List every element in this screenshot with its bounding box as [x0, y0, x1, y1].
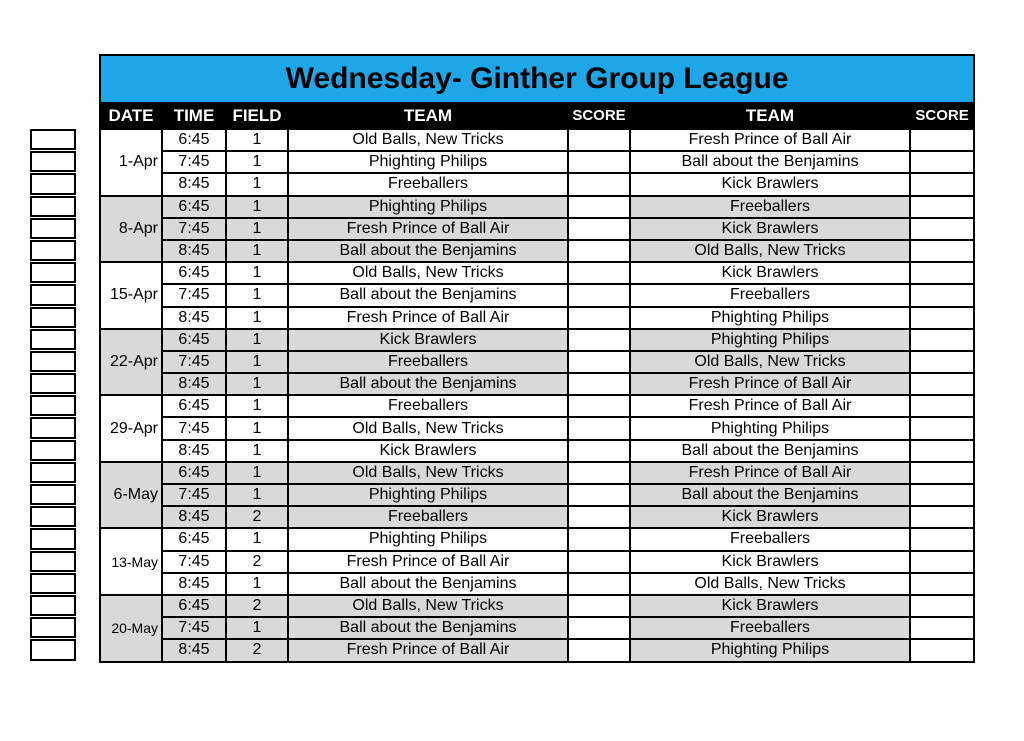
- team-2-cell: Fresh Prince of Ball Air: [630, 395, 910, 417]
- time-cell: 7:45: [162, 484, 226, 506]
- checkbox[interactable]: [30, 151, 76, 172]
- time-cell: 8:45: [162, 307, 226, 329]
- score-1-cell[interactable]: [568, 595, 630, 617]
- time-cell: 6:45: [162, 329, 226, 351]
- date-cell: 29-Apr: [100, 395, 162, 462]
- checkbox[interactable]: [30, 173, 76, 194]
- score-1-cell[interactable]: [568, 462, 630, 484]
- table-row: [100, 351, 974, 373]
- score-1-cell[interactable]: [568, 551, 630, 573]
- score-2-cell[interactable]: [910, 240, 974, 262]
- header-team-2: TEAM: [630, 103, 910, 129]
- checkbox[interactable]: [30, 240, 76, 261]
- score-1-cell[interactable]: [568, 617, 630, 639]
- score-2-cell[interactable]: [910, 506, 974, 528]
- schedule-body: [100, 129, 974, 662]
- checkbox[interactable]: [30, 351, 76, 372]
- table-row: [100, 307, 974, 329]
- team-2-cell: Kick Brawlers: [630, 506, 910, 528]
- team-1-cell: Ball about the Benjamins: [288, 617, 568, 639]
- time-cell: 7:45: [162, 617, 226, 639]
- time-cell: 7:45: [162, 218, 226, 240]
- checkbox[interactable]: [30, 462, 76, 483]
- table-row: [100, 240, 974, 262]
- team-2-cell: Freeballers: [630, 528, 910, 550]
- score-2-cell[interactable]: [910, 639, 974, 661]
- score-2-cell[interactable]: [910, 218, 974, 240]
- score-2-cell[interactable]: [910, 395, 974, 417]
- checkbox[interactable]: [30, 395, 76, 416]
- field-cell: 1: [226, 307, 288, 329]
- date-cell: 8-Apr: [100, 196, 162, 263]
- table-row: [100, 573, 974, 595]
- header-field: FIELD: [226, 103, 288, 129]
- team-2-cell: Freeballers: [630, 617, 910, 639]
- team-1-cell: Phighting Philips: [288, 528, 568, 550]
- team-2-cell: Phighting Philips: [630, 639, 910, 661]
- table-row: [100, 329, 974, 351]
- time-cell: 8:45: [162, 639, 226, 661]
- time-cell: 7:45: [162, 284, 226, 306]
- field-cell: 1: [226, 617, 288, 639]
- score-1-cell[interactable]: [568, 440, 630, 462]
- team-1-cell: Freeballers: [288, 395, 568, 417]
- score-1-cell[interactable]: [568, 484, 630, 506]
- field-cell: 1: [226, 351, 288, 373]
- field-cell: 1: [226, 196, 288, 218]
- time-cell: 6:45: [162, 262, 226, 284]
- checkbox[interactable]: [30, 329, 76, 350]
- time-cell: 8:45: [162, 173, 226, 195]
- team-1-cell: Old Balls, New Tricks: [288, 462, 568, 484]
- team-1-cell: Kick Brawlers: [288, 329, 568, 351]
- score-1-cell[interactable]: [568, 240, 630, 262]
- team-2-cell: Kick Brawlers: [630, 595, 910, 617]
- table-row: [100, 639, 974, 661]
- checkbox[interactable]: [30, 417, 76, 438]
- field-cell: 1: [226, 528, 288, 550]
- team-1-cell: Ball about the Benjamins: [288, 373, 568, 395]
- field-cell: 1: [226, 240, 288, 262]
- time-cell: 6:45: [162, 462, 226, 484]
- score-1-cell[interactable]: [568, 373, 630, 395]
- score-1-cell[interactable]: [568, 395, 630, 417]
- team-1-cell: Fresh Prince of Ball Air: [288, 307, 568, 329]
- time-cell: 8:45: [162, 440, 226, 462]
- table-row: [100, 196, 974, 218]
- time-cell: 7:45: [162, 151, 226, 173]
- field-cell: 1: [226, 218, 288, 240]
- table-row: [100, 262, 974, 284]
- table-row: [100, 440, 974, 462]
- team-2-cell: Phighting Philips: [630, 417, 910, 439]
- checkbox[interactable]: [30, 528, 76, 549]
- score-2-cell[interactable]: [910, 551, 974, 573]
- table-row: [100, 151, 974, 173]
- table-row: [100, 551, 974, 573]
- team-1-cell: Fresh Prince of Ball Air: [288, 218, 568, 240]
- time-cell: 8:45: [162, 373, 226, 395]
- score-2-cell[interactable]: [910, 373, 974, 395]
- team-2-cell: Ball about the Benjamins: [630, 151, 910, 173]
- score-2-cell[interactable]: [910, 196, 974, 218]
- table-row: [100, 595, 974, 617]
- page-title: Wednesday- Ginther Group League: [100, 55, 974, 103]
- date-cell: 13-May: [100, 528, 162, 595]
- field-cell: 1: [226, 129, 288, 151]
- field-cell: 1: [226, 440, 288, 462]
- table-row: [100, 373, 974, 395]
- team-1-cell: Ball about the Benjamins: [288, 240, 568, 262]
- score-2-cell[interactable]: [910, 440, 974, 462]
- score-1-cell[interactable]: [568, 307, 630, 329]
- date-cell: 1-Apr: [100, 129, 162, 196]
- field-cell: 1: [226, 395, 288, 417]
- score-2-cell[interactable]: [910, 151, 974, 173]
- team-2-cell: Phighting Philips: [630, 329, 910, 351]
- score-1-cell[interactable]: [568, 196, 630, 218]
- team-1-cell: Old Balls, New Tricks: [288, 129, 568, 151]
- header-row: [100, 103, 974, 129]
- header-team-1: TEAM: [288, 103, 568, 129]
- score-2-cell[interactable]: [910, 307, 974, 329]
- team-2-cell: Freeballers: [630, 284, 910, 306]
- score-2-cell[interactable]: [910, 284, 974, 306]
- date-cell: 15-Apr: [100, 262, 162, 329]
- checkbox[interactable]: [30, 595, 76, 616]
- checkbox[interactable]: [30, 617, 76, 638]
- field-cell: 2: [226, 639, 288, 661]
- time-cell: 6:45: [162, 196, 226, 218]
- team-2-cell: Old Balls, New Tricks: [630, 351, 910, 373]
- header-score-2: SCORE: [910, 103, 974, 129]
- score-1-cell[interactable]: [568, 351, 630, 373]
- score-1-cell[interactable]: [568, 262, 630, 284]
- checkbox[interactable]: [30, 307, 76, 328]
- time-cell: 6:45: [162, 129, 226, 151]
- table-row: [100, 395, 974, 417]
- field-cell: 2: [226, 506, 288, 528]
- table-row: [100, 528, 974, 550]
- team-2-cell: Kick Brawlers: [630, 262, 910, 284]
- team-1-cell: Old Balls, New Tricks: [288, 595, 568, 617]
- title-row: [100, 55, 974, 103]
- time-cell: 6:45: [162, 595, 226, 617]
- field-cell: 1: [226, 151, 288, 173]
- team-1-cell: Fresh Prince of Ball Air: [288, 639, 568, 661]
- checkbox[interactable]: [30, 639, 76, 660]
- checkbox[interactable]: [30, 129, 76, 150]
- checkbox[interactable]: [30, 196, 76, 217]
- score-2-cell[interactable]: [910, 528, 974, 550]
- team-2-cell: Kick Brawlers: [630, 173, 910, 195]
- team-2-cell: Ball about the Benjamins: [630, 440, 910, 462]
- field-cell: 1: [226, 284, 288, 306]
- checkbox[interactable]: [30, 484, 76, 505]
- score-2-cell[interactable]: [910, 129, 974, 151]
- score-2-cell[interactable]: [910, 173, 974, 195]
- score-1-cell[interactable]: [568, 284, 630, 306]
- score-1-cell[interactable]: [568, 417, 630, 439]
- table-row: [100, 506, 974, 528]
- table-row: [100, 218, 974, 240]
- table-row: [100, 462, 974, 484]
- time-cell: 7:45: [162, 417, 226, 439]
- team-2-cell: Fresh Prince of Ball Air: [630, 373, 910, 395]
- field-cell: 1: [226, 173, 288, 195]
- team-2-cell: Kick Brawlers: [630, 218, 910, 240]
- team-1-cell: Ball about the Benjamins: [288, 573, 568, 595]
- field-cell: 1: [226, 573, 288, 595]
- date-cell: 22-Apr: [100, 329, 162, 396]
- schedule-table: [99, 54, 975, 663]
- checkbox[interactable]: [30, 573, 76, 594]
- team-1-cell: Phighting Philips: [288, 484, 568, 506]
- checkbox[interactable]: [30, 218, 76, 239]
- field-cell: 1: [226, 484, 288, 506]
- score-1-cell[interactable]: [568, 506, 630, 528]
- score-1-cell[interactable]: [568, 173, 630, 195]
- field-cell: 2: [226, 595, 288, 617]
- score-2-cell[interactable]: [910, 462, 974, 484]
- date-cell: 20-May: [100, 595, 162, 662]
- team-1-cell: Ball about the Benjamins: [288, 284, 568, 306]
- checkbox[interactable]: [30, 506, 76, 527]
- field-cell: 1: [226, 373, 288, 395]
- score-2-cell[interactable]: [910, 595, 974, 617]
- team-1-cell: Old Balls, New Tricks: [288, 262, 568, 284]
- checkbox[interactable]: [30, 373, 76, 394]
- field-cell: 1: [226, 462, 288, 484]
- header-score-1: SCORE: [568, 103, 630, 129]
- score-1-cell[interactable]: [568, 639, 630, 661]
- team-2-cell: Fresh Prince of Ball Air: [630, 462, 910, 484]
- team-1-cell: Kick Brawlers: [288, 440, 568, 462]
- time-cell: 6:45: [162, 395, 226, 417]
- score-2-cell[interactable]: [910, 573, 974, 595]
- field-cell: 1: [226, 417, 288, 439]
- checkbox[interactable]: [30, 262, 76, 283]
- team-1-cell: Phighting Philips: [288, 151, 568, 173]
- time-cell: 7:45: [162, 351, 226, 373]
- score-1-cell[interactable]: [568, 129, 630, 151]
- score-1-cell[interactable]: [568, 573, 630, 595]
- team-1-cell: Fresh Prince of Ball Air: [288, 551, 568, 573]
- time-cell: 6:45: [162, 528, 226, 550]
- date-cell: 6-May: [100, 462, 162, 529]
- team-2-cell: Ball about the Benjamins: [630, 484, 910, 506]
- team-1-cell: Freeballers: [288, 173, 568, 195]
- checkbox[interactable]: [30, 284, 76, 305]
- score-2-cell[interactable]: [910, 617, 974, 639]
- checkbox[interactable]: [30, 551, 76, 572]
- score-2-cell[interactable]: [910, 351, 974, 373]
- header-date: DATE: [100, 103, 162, 129]
- team-2-cell: Old Balls, New Tricks: [630, 240, 910, 262]
- time-cell: 8:45: [162, 506, 226, 528]
- time-cell: 8:45: [162, 240, 226, 262]
- table-row: [100, 284, 974, 306]
- team-1-cell: Phighting Philips: [288, 196, 568, 218]
- team-1-cell: Old Balls, New Tricks: [288, 417, 568, 439]
- score-1-cell[interactable]: [568, 329, 630, 351]
- team-2-cell: Fresh Prince of Ball Air: [630, 129, 910, 151]
- score-2-cell[interactable]: [910, 484, 974, 506]
- field-cell: 1: [226, 329, 288, 351]
- score-1-cell[interactable]: [568, 218, 630, 240]
- score-2-cell[interactable]: [910, 262, 974, 284]
- team-2-cell: Kick Brawlers: [630, 551, 910, 573]
- team-1-cell: Freeballers: [288, 351, 568, 373]
- score-2-cell[interactable]: [910, 417, 974, 439]
- table-row: [100, 173, 974, 195]
- table-row: [100, 129, 974, 151]
- field-cell: 2: [226, 551, 288, 573]
- team-1-cell: Freeballers: [288, 506, 568, 528]
- table-row: [100, 617, 974, 639]
- time-cell: 7:45: [162, 551, 226, 573]
- field-cell: 1: [226, 262, 288, 284]
- table-row: [100, 417, 974, 439]
- team-2-cell: Freeballers: [630, 196, 910, 218]
- score-2-cell[interactable]: [910, 329, 974, 351]
- checkbox[interactable]: [30, 440, 76, 461]
- table-row: [100, 484, 974, 506]
- team-2-cell: Old Balls, New Tricks: [630, 573, 910, 595]
- time-cell: 8:45: [162, 573, 226, 595]
- score-1-cell[interactable]: [568, 528, 630, 550]
- header-time: TIME: [162, 103, 226, 129]
- score-1-cell[interactable]: [568, 151, 630, 173]
- team-2-cell: Phighting Philips: [630, 307, 910, 329]
